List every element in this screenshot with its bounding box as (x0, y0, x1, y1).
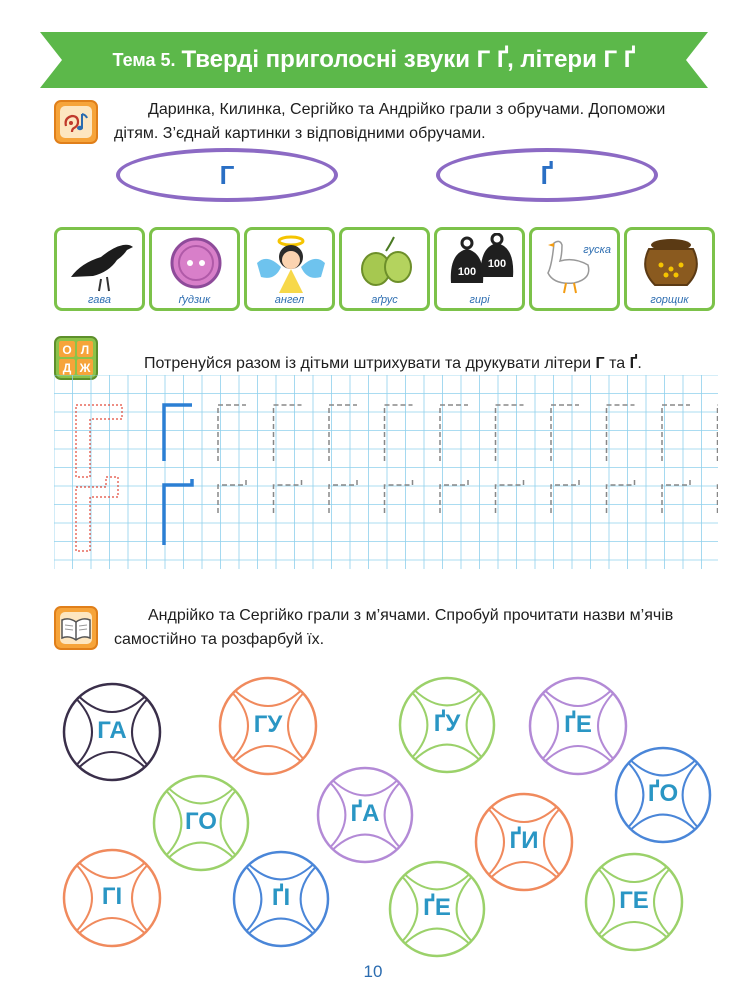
card-caption: гуска (583, 244, 611, 256)
ball-1[interactable] (62, 682, 162, 782)
button-icon (156, 233, 236, 295)
ball-label: ҐЕ (423, 894, 451, 921)
crow-icon (61, 233, 141, 295)
ball-9[interactable] (62, 848, 162, 948)
ball-label: ГЕ (619, 887, 649, 914)
pot-icon (631, 233, 711, 295)
card-caption: ангел (274, 294, 305, 306)
book-icon (54, 606, 98, 650)
ball-4[interactable] (528, 676, 628, 776)
topic-banner (40, 32, 708, 88)
ball-label: ҐЕ (564, 711, 592, 738)
icon-letter: Л (80, 343, 90, 357)
ball-8[interactable] (474, 792, 574, 892)
topic-label: Тема 5. (112, 49, 176, 70)
icon-letter: О (62, 343, 72, 357)
weight-label-2: 100 (487, 258, 507, 270)
card-gooseberry[interactable] (339, 227, 430, 311)
topic-title: Тверді приголосні звуки Г Ґ, літери Г Ґ (181, 46, 636, 73)
ball-3[interactable] (398, 676, 496, 774)
listen-music-icon (54, 100, 98, 144)
ball-12[interactable] (584, 852, 684, 952)
ball-label: ҐО (647, 780, 679, 807)
hoop-g-letter: Г (219, 159, 235, 190)
ball-2[interactable] (218, 676, 318, 776)
card-angel[interactable] (244, 227, 335, 311)
card-caption: ґудзик (178, 294, 211, 306)
ball-label: ҐИ (509, 827, 539, 854)
card-caption: гава (87, 294, 112, 306)
ball-label: ГО (185, 808, 217, 835)
card-caption: горщик (650, 294, 689, 306)
hoop-g[interactable] (116, 148, 338, 202)
ball-7[interactable] (316, 766, 414, 864)
icon-letter: Д (62, 361, 72, 375)
card-caption: аґрус (371, 294, 398, 306)
icon-letter: Ж (79, 361, 91, 375)
task2-text: Потренуйся разом із дітьми штрихувати та друкувати літери Г та Ґ. (144, 355, 642, 372)
task1-text: Даринка, Килинка, Сергійко та Андрійко грали з обручами. Допоможи дітям. З’єднай картинки з відповідними обручами. (114, 101, 666, 142)
card-crow[interactable] (54, 227, 145, 311)
card-weights[interactable] (434, 227, 525, 311)
hoop-ge-letter: Ґ (540, 159, 554, 190)
page-number: 10 (363, 962, 383, 981)
angel-icon (251, 233, 331, 295)
card-button[interactable] (149, 227, 240, 311)
goose-icon (536, 233, 616, 295)
ball-label: ҐІ (271, 884, 291, 911)
letter-ge-bold: Ґ (629, 355, 638, 372)
letter-g-bold: Г (595, 355, 605, 372)
hoop-ge[interactable] (436, 148, 658, 202)
ball-5[interactable] (614, 746, 712, 844)
ball-10[interactable] (232, 850, 330, 948)
ball-label: ГА (97, 717, 127, 744)
ball-label: ГУ (253, 711, 283, 738)
gooseberry-icon (346, 233, 426, 295)
weight-label-1: 100 (457, 266, 477, 278)
weights-icon (441, 233, 521, 295)
card-pot[interactable] (624, 227, 715, 311)
ball-label: ҐУ (433, 710, 461, 737)
ball-label: ҐА (350, 800, 380, 827)
card-goose[interactable] (529, 227, 620, 311)
writing-grid[interactable] (54, 375, 718, 569)
letters-icon (54, 336, 98, 380)
ball-label: ГІ (101, 883, 123, 910)
task3-text: Андрійко та Сергійко грали з м’ячами. Спробуй прочитати назви м’ячів самостійно та розфарбуй їх. (114, 607, 674, 648)
ball-11[interactable] (388, 860, 486, 958)
card-caption: гирі (469, 294, 490, 306)
